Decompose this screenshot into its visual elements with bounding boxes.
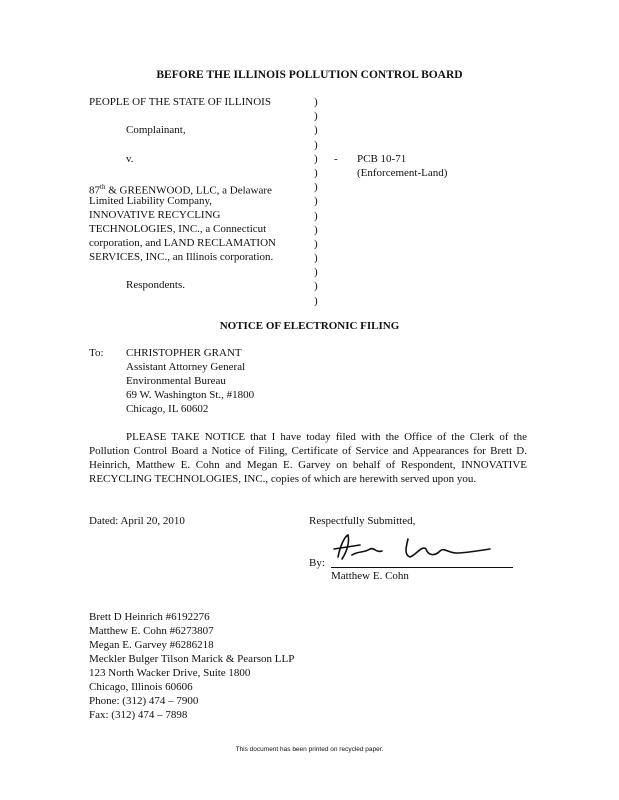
paren: ) bbox=[314, 266, 318, 279]
paren: ) bbox=[314, 124, 318, 137]
paren: ) bbox=[314, 181, 318, 194]
paren: ) bbox=[314, 209, 318, 222]
paren: ) bbox=[314, 237, 318, 250]
signature-line bbox=[331, 567, 513, 568]
signer-name: Matthew E. Cohn bbox=[331, 570, 409, 582]
plaintiff-name: PEOPLE OF THE STATE OF ILLINOIS bbox=[89, 96, 271, 108]
firm-street: 123 North Wacker Drive, Suite 1800 bbox=[89, 667, 251, 679]
addressee-line-4: 69 W. Washington St., #1800 bbox=[126, 389, 255, 401]
paren: ) bbox=[314, 138, 318, 151]
defendant-line-2: Limited Liability Company, bbox=[89, 195, 213, 207]
closing-line: Respectfully Submitted, bbox=[309, 515, 416, 527]
defendant-line-3: INNOVATIVE RECYCLING bbox=[89, 209, 221, 221]
attorney-line-2: Matthew E. Cohn #6273807 bbox=[89, 625, 214, 637]
firm-city: Chicago, Illinois 60606 bbox=[89, 681, 193, 693]
by-label: By: bbox=[309, 557, 325, 569]
paren: ) bbox=[314, 280, 318, 293]
paren: ) bbox=[314, 223, 318, 236]
attorney-line-3: Megan E. Garvey #6286218 bbox=[89, 639, 214, 651]
paren: ) bbox=[314, 294, 318, 307]
caption-dot: - bbox=[334, 153, 338, 165]
addressee-line-5: Chicago, IL 60602 bbox=[126, 403, 209, 415]
addressee-line-3: Environmental Bureau bbox=[126, 375, 226, 387]
paren: ) bbox=[314, 110, 318, 123]
paren: ) bbox=[314, 252, 318, 265]
dated-line: Dated: April 20, 2010 bbox=[89, 515, 185, 527]
defendant-number: 87 bbox=[89, 184, 100, 197]
respondents-label: Respondents. bbox=[126, 279, 185, 291]
defendant-line-5: corporation, and LAND RECLAMATION bbox=[89, 237, 276, 249]
case-type: (Enforcement-Land) bbox=[357, 167, 448, 179]
paren: ) bbox=[314, 166, 318, 179]
paren: ) bbox=[314, 152, 318, 165]
firm-fax: Fax: (312) 474 – 7898 bbox=[89, 709, 188, 721]
to-label: To: bbox=[89, 347, 104, 359]
notice-title: NOTICE OF ELECTRONIC FILING bbox=[219, 320, 400, 332]
attorney-line-1: Brett D Heinrich #6192276 bbox=[89, 611, 210, 623]
defendant-line-4: TECHNOLOGIES, INC., a Connecticut bbox=[89, 223, 267, 235]
defendant-sup: th bbox=[100, 183, 106, 191]
handwritten-signature bbox=[330, 531, 500, 567]
defendant-line-1-text: & GREENWOOD, LLC, a Delaware bbox=[108, 184, 272, 197]
paren: ) bbox=[314, 195, 318, 208]
document-title: BEFORE THE ILLINOIS POLLUTION CONTROL BOARD bbox=[156, 69, 463, 81]
notice-body: PLEASE TAKE NOTICE that I have today filed with the Office of the Clerk of the Pollution Control Board a Notice of Filing, Certificate of Service and Appearances for Brett D. Heinrich, Matthew E. Cohn and Megan E. Garvey on behalf of Respondent, INNOVATIVE RECYCLING TECHNOLOGIES, INC., copies of which are herewith served upon you. bbox=[89, 431, 527, 485]
firm-phone: Phone: (312) 474 – 7900 bbox=[89, 695, 199, 707]
defendant-line-6: SERVICES, INC., an Illinois corporation. bbox=[89, 251, 274, 263]
complainant-label: Complainant, bbox=[126, 124, 186, 136]
versus-label: v. bbox=[126, 153, 134, 165]
case-number: PCB 10-71 bbox=[357, 153, 407, 165]
paren: ) bbox=[314, 96, 318, 108]
caption-parenthesis-column bbox=[314, 95, 322, 308]
recycled-paper-note: This document has been printed on recycled paper. bbox=[235, 746, 384, 753]
firm-name: Meckler Bulger Tilson Marick & Pearson LLP bbox=[89, 653, 295, 665]
addressee-line-1: CHRISTOPHER GRANT bbox=[126, 347, 242, 359]
addressee-line-2: Assistant Attorney General bbox=[126, 361, 246, 373]
